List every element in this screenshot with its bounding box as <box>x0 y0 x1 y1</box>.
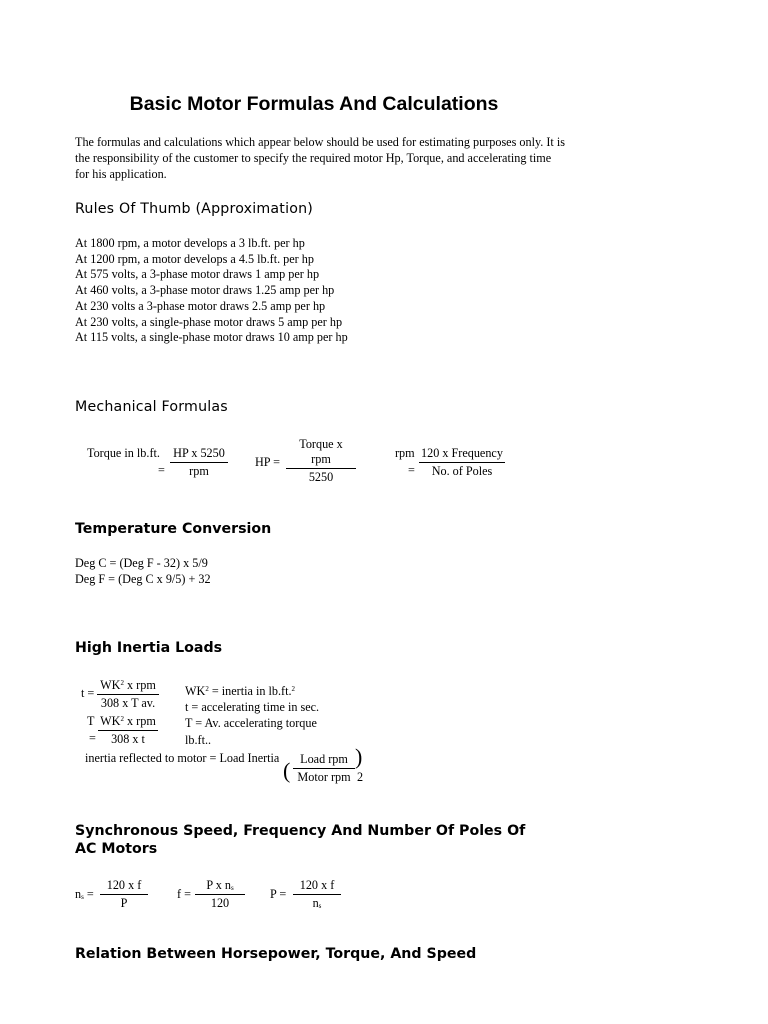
ns-label-sub: s <box>81 893 84 901</box>
ns-numerator: 120 x f <box>100 878 148 895</box>
rpm-denominator: No. of Poles <box>431 464 493 478</box>
intro-paragraph: The formulas and calculations which appear below should be used for estimating purposes only. It is the responsibility of the customer to specify the required motor Hp, Torque, and accelerating time for his application. <box>75 135 565 181</box>
reflected-right-paren: ) <box>355 744 363 769</box>
ns-label-n: n <box>75 887 82 901</box>
hp-numerator-line2: rpm <box>311 452 331 466</box>
mechanical-heading: Mechanical Formulas <box>75 399 228 415</box>
rule-item: At 230 volts, a single-phase motor draws 5 amp per hp <box>75 314 343 329</box>
f-numerator <box>195 878 245 895</box>
t-numerator-wk: WK <box>100 678 121 692</box>
ns-fraction <box>100 878 148 911</box>
f-numerator-a: P x n <box>206 878 231 892</box>
reflected-exponent: 2 <box>357 770 364 784</box>
rule-item: At 230 volts a 3-phase motor draws 2.5 amp per hp <box>75 298 326 313</box>
hp-denominator: 5250 <box>308 470 334 484</box>
torque-equals: = <box>158 463 165 477</box>
rule-item: At 460 volts, a 3-phase motor draws 1.25 amp per hp <box>75 283 335 298</box>
reflected-denominator: Motor rpm <box>297 770 351 784</box>
page-title: Basic Motor Formulas And Calculations <box>129 93 499 115</box>
reflected-inertia-label: inertia reflected to motor = Load Inertia <box>85 751 280 765</box>
torque-numerator: HP x 5250 <box>170 446 228 463</box>
T-denominator: 308 x t <box>111 732 145 746</box>
reflected-fraction <box>293 752 355 785</box>
definition-wk2-sup: 2 <box>205 685 209 693</box>
T-fraction <box>98 714 158 747</box>
hp-fraction <box>286 437 356 485</box>
T-numerator-rpm: x rpm <box>123 714 156 728</box>
definition-wk2-b: = inertia in lb.ft. <box>208 684 292 698</box>
p-numerator: 120 x f <box>293 878 341 895</box>
hp-numerator <box>286 437 356 469</box>
definition-wk2-sup2: 2 <box>291 685 296 693</box>
hp-label: HP = <box>255 455 281 469</box>
p-denominator <box>293 895 341 911</box>
f-fraction <box>195 878 245 911</box>
rpm-numerator: 120 x Frequency <box>419 446 505 463</box>
p-denominator-a: n <box>312 896 319 910</box>
rpm-fraction <box>419 446 505 479</box>
inertia-definitions <box>185 681 335 748</box>
T-numerator <box>98 714 158 731</box>
T-equals: = <box>89 731 96 745</box>
t-denominator: 308 x T av. <box>100 696 156 710</box>
definition-T: T = Av. accelerating torque <box>185 716 317 731</box>
t-numerator <box>97 678 159 695</box>
rpm-label: rpm <box>395 446 415 460</box>
p-label: P = <box>270 887 287 901</box>
definition-wk2 <box>185 681 335 699</box>
ns-denominator: P <box>120 896 128 910</box>
t-label: t = <box>81 686 95 700</box>
torque-fraction <box>170 446 228 479</box>
temperature-formulas <box>75 556 211 587</box>
f-label: f = <box>177 887 191 901</box>
rules-list <box>75 236 348 346</box>
reflected-left-paren: ( <box>283 758 291 783</box>
f-numerator-sub: s <box>230 884 234 892</box>
p-fraction <box>293 878 341 911</box>
ns-label <box>75 887 94 902</box>
ns-label-eq: = <box>83 887 94 901</box>
celsius-formula: Deg C = (Deg F - 32) x 5/9 <box>75 556 208 570</box>
t-fraction <box>97 678 159 711</box>
T-numerator-sup: 2 <box>120 715 124 723</box>
definition-t: t = accelerating time in sec. <box>185 700 320 715</box>
inertia-heading: High Inertia Loads <box>75 640 223 656</box>
rule-item: At 1800 rpm, a motor develops a 3 lb.ft. per hp <box>75 236 305 250</box>
definition-wk2-a: WK <box>185 684 206 698</box>
reflected-numerator: Load rpm <box>293 752 355 769</box>
t-numerator-sup: 2 <box>120 679 124 687</box>
torque-label: Torque in lb.ft. <box>87 446 160 460</box>
torque-denominator: rpm <box>189 464 209 478</box>
f-denominator: 120 <box>210 896 230 910</box>
rule-item: At 115 volts, a single-phase motor draws 10 amp per hp <box>75 330 348 345</box>
definition-unit: lb.ft.. <box>185 732 212 747</box>
T-label: T <box>87 714 95 728</box>
rules-heading: Rules Of Thumb (Approximation) <box>75 201 314 217</box>
T-numerator-wk: WK <box>100 714 121 728</box>
sync-heading: Synchronous Speed, Frequency And Number Of Poles Of AC Motors <box>75 823 526 857</box>
temperature-heading: Temperature Conversion <box>75 521 272 537</box>
rpm-equals: = <box>408 463 415 477</box>
relation-heading: Relation Between Horsepower, Torque, And Speed <box>75 946 477 962</box>
fahrenheit-formula: Deg F = (Deg C x 9/5) + 32 <box>75 571 211 586</box>
t-numerator-rpm: x rpm <box>123 678 156 692</box>
hp-numerator-line1: Torque x <box>299 437 343 451</box>
rule-item: At 575 volts, a 3-phase motor draws 1 amp per hp <box>75 267 320 282</box>
p-denominator-sub: s <box>318 902 322 910</box>
rule-item: At 1200 rpm, a motor develops a 4.5 lb.ft. per hp <box>75 251 314 266</box>
